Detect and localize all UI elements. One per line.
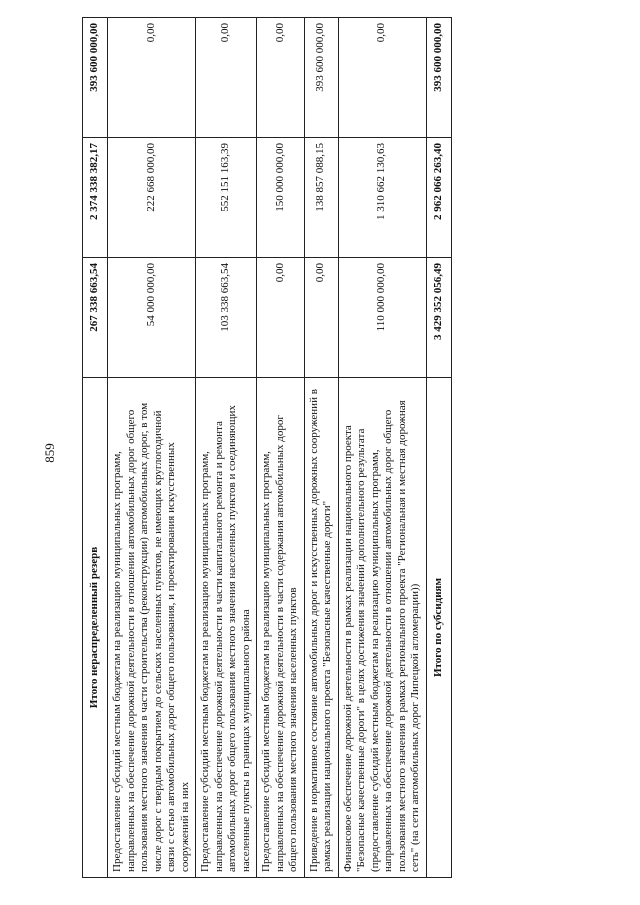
row-value-2: 1 310 662 130,63: [338, 138, 426, 258]
subsidies-total-value-2: 2 962 066 263,40: [426, 138, 451, 258]
page-number: 859: [42, 443, 57, 463]
row-value-2: 552 151 163,39: [196, 138, 257, 258]
reserve-total-value-1: 267 338 663,54: [83, 258, 108, 378]
subsidy-table: [82, 17, 452, 878]
row-value-1: 110 000 000,00: [338, 258, 426, 378]
subsidies-total-label: Итого по субсидиям: [426, 378, 451, 878]
rotated-table-container: [82, 18, 627, 878]
row-value-2: 138 857 088,15: [304, 138, 338, 258]
subsidies-total-row: [426, 18, 451, 878]
reserve-total-row: [83, 18, 108, 878]
reserve-total-value-2: 2 374 338 382,17: [83, 138, 108, 258]
table-row: [304, 18, 338, 878]
table-row: [196, 18, 257, 878]
row-value-1: 0,00: [304, 258, 338, 378]
subsidies-total-value-1: 3 429 352 056,49: [426, 258, 451, 378]
row-value-3: 393 600 000,00: [304, 18, 338, 138]
row-value-3: 0,00: [196, 18, 257, 138]
row-label: Предоставление субсидий местным бюджетам на реализацию муниципальных программ, направленных на обеспечение дорожной деятельности в части капитального ремонта и ремонта автомобильных дорог общего пользования местного значения населенных пунктов и соединяющих населенные пункты в границах муниципального района: [196, 378, 257, 878]
row-value-2: 222 668 000,00: [108, 138, 196, 258]
row-label: Предоставление субсидий местным бюджетам на реализацию муниципальных программ, направленных на обеспечение дорожной деятельности в части содержания автомобильных дорог общего пользования местного значения населенных пунктов: [257, 378, 305, 878]
subsidies-total-value-3: 393 600 000,00: [426, 18, 451, 138]
row-label: Предоставление субсидий местным бюджетам на реализацию муниципальных программ, направленных на обеспечение дорожной деятельности в отношении автомобильных дорог общего пользования местного значения в части строительства (реконструкции) автомобильных дорог, в том числе дорог с твердым покрытием до сельских населенных пунктов, не имеющих круглогодичной связи с сетью автомобильных дорог общего пользования, и проектирования искусственных сооружений на них: [108, 378, 196, 878]
row-value-1: 0,00: [257, 258, 305, 378]
row-label: Финансовое обеспечение дорожной деятельности в рамках реализации национального проекта "Безопасные качественные дороги" в целях достижения значений дополнительного результата (предоставление субсидий местным бюджетам на реализацию муниципальных программ, направленных на обеспечение дорожной деятельности в отношении автомобильных дорог общего пользования местного значения в рамках регионального проекта "Региональная и местная дорожная сеть" (на сети автомобильных дорог Липецкой агломерации)): [338, 378, 426, 878]
row-value-3: 0,00: [338, 18, 426, 138]
row-value-1: 103 338 663,54: [196, 258, 257, 378]
table-row: [108, 18, 196, 878]
row-label: Приведение в нормативное состояние автомобильных дорог и искусственных дорожных сооружений в рамках реализации национального проекта "Безопасные качественные дороги": [304, 378, 338, 878]
row-value-1: 54 000 000,00: [108, 258, 196, 378]
row-value-3: 0,00: [108, 18, 196, 138]
row-value-3: 0,00: [257, 18, 305, 138]
table-row: [338, 18, 426, 878]
reserve-total-label: Итого нераспределенный резерв: [83, 378, 108, 878]
row-value-2: 150 000 000,00: [257, 138, 305, 258]
reserve-total-value-3: 393 600 000,00: [83, 18, 108, 138]
table-row: [257, 18, 305, 878]
